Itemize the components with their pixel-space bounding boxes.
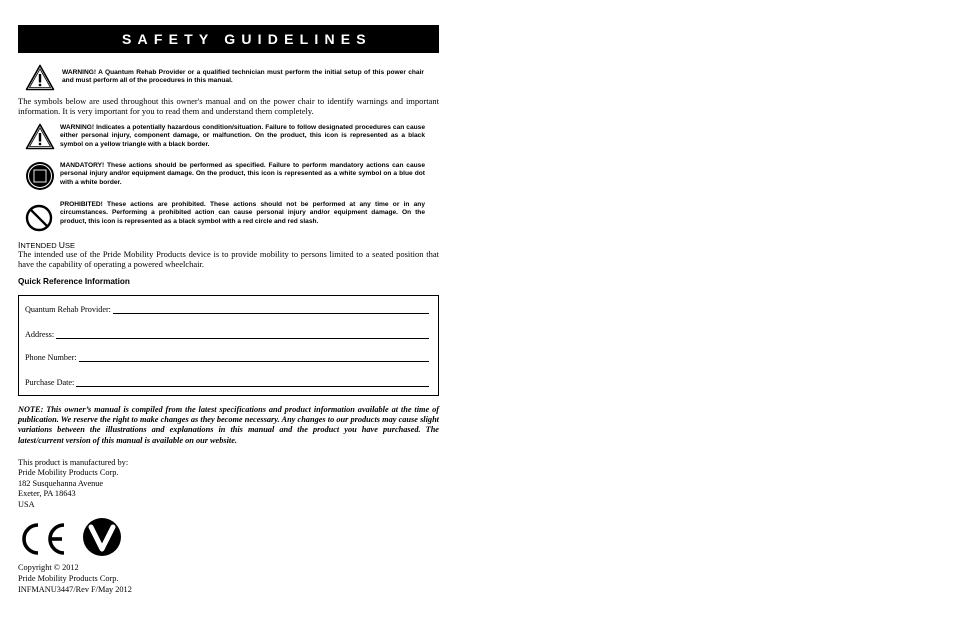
warning-triangle-icon: [25, 64, 55, 96]
setup-warning-text: WARNING! A Quantum Rehab Provider or a qualified technician must perform the initial setup of this power chair and must perform all of the procedures in this manual.: [62, 69, 424, 85]
document-footer: [18, 562, 132, 595]
v-mark-icon: [82, 517, 122, 562]
warning-symbol-text: WARNING! Indicates a potentially hazardous condition/situation. Failure to follow designated procedures can cause either personal injury, component damage, or malfunction. On the product, this icon is represented as a black symbol on a yellow triangle with a black border.: [60, 124, 425, 148]
quick-reference-box: [18, 295, 439, 396]
purchase-date-field: Purchase Date:: [25, 378, 429, 388]
document-id: INFMANU3447/Rev F/May 2012: [18, 585, 132, 594]
intended-use-text: The intended use of the Pride Mobility Products device is to provide mobility to persons limited to a seated position that have the capability of operating a powered wheelchair.: [18, 249, 439, 270]
address-blank[interactable]: [56, 330, 429, 339]
phone-field: Phone Number:: [25, 353, 429, 363]
manufacturer-address: This product is manufactured by: Pride Mobility Products Corp. 182 Susquehanna Avenue Exeter, PA 18643 USA: [18, 458, 129, 509]
intro-paragraph: The symbols below are used throughout this owner's manual and on the power chair to identify warnings and important information. It is very important for you to read them and understand them completely.: [18, 96, 439, 117]
quick-reference-title: Quick Reference Information: [18, 277, 130, 286]
manual-note: NOTE: This owner’s manual is compiled from the latest specifications and product information available at the time of publication. We reserve the right to make changes as they become necessary. Any changes to our products may cause slight variations between the illustrations and explanations in this manual and the product you have purchased. The latest/current version of this manual is available on our website.: [18, 405, 439, 445]
warning-symbol-icon: [25, 123, 55, 155]
intended-use-heading: INTENDED USE: [18, 240, 75, 250]
prohibited-icon: [25, 204, 53, 237]
provider-blank[interactable]: [113, 305, 429, 314]
provider-field: Quantum Rehab Provider:: [25, 305, 429, 315]
address-field: Address:: [25, 330, 429, 340]
prohibited-symbol-text: PROHIBITED! These actions are prohibited. These actions should not be performed at any time or in any circumstances. Performing a prohibited action can cause personal injury and/or equipment damage. On the product, this icon is represented as a black symbol with a red circle and red slash.: [60, 201, 425, 225]
section-title: SAFETY GUIDELINES: [122, 31, 372, 47]
copyright-line: Copyright © 2012: [18, 563, 79, 572]
mandatory-symbol-text: MANDATORY! These actions should be performed as specified. Failure to perform mandatory actions can cause personal injury and/or equipment damage. On the product, this icon is represented as a white symbol on a blue dot with a white border.: [60, 162, 425, 186]
purchase-date-blank[interactable]: [76, 378, 429, 387]
company-line: Pride Mobility Products Corp.: [18, 574, 119, 583]
phone-blank[interactable]: [79, 353, 429, 362]
section-banner: [18, 25, 439, 53]
ce-mark-icon: [18, 521, 68, 562]
mandatory-dot-icon: [25, 161, 55, 196]
